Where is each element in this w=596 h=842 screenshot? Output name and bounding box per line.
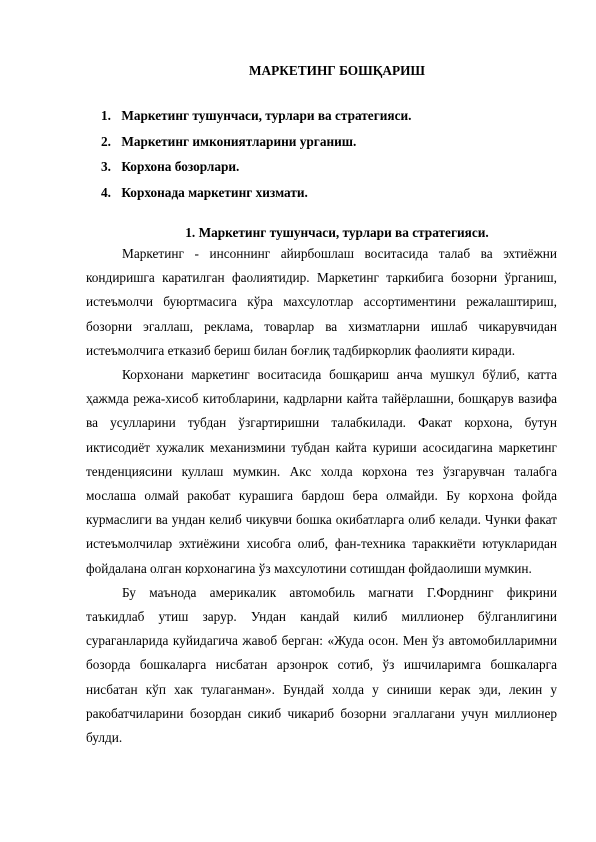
toc-item — [101, 129, 412, 155]
toc-item-number: 3. — [101, 159, 111, 174]
toc-item-number: 2. — [101, 133, 111, 149]
toc-item-text: Маркетинг имкониятларини урганиш. — [121, 133, 357, 149]
toc-item-text: Маркетинг тушунчаси, турлари ва стратегияси. — [121, 108, 412, 123]
toc-item-number: 1. — [101, 108, 111, 123]
paragraph: Маркетинг - инсоннинг айирбошлаш воситасида талаб ва эхтиёжни кондиришга каратилган фаолиятидир. Маркетинг таркибига бозорни ўрганиш, истеъмолчи буюртмасига кўра махсулотлар ассортиментини режалаштириш, бозорни эгаллаш, реклама, товарлар ва хизматларни ишлаб чикарувчидан истеъмолчига етказиб бериш билан боғлиқ тадбиркорлик фаолияти киради. — [86, 246, 557, 358]
toc-item-number: 4. — [101, 184, 111, 200]
table-of-contents — [101, 103, 412, 205]
section-heading: 1. Маркетинг тушунчаси, турлари ва стратегияси. — [185, 225, 489, 240]
toc-item — [101, 103, 412, 129]
document-title: МАРКЕТИНГ БОШҚАРИШ — [248, 63, 426, 78]
toc-item-text: Корхона бозорлари. — [121, 159, 240, 174]
body-text — [86, 242, 557, 750]
toc-item-text: Корхонада маркетинг хизмати. — [121, 184, 308, 200]
paragraph: Бу маънода америкалик автомобиль магнати Г.Форднинг фикрини таъкидлаб утиш зарур. Ундан кандай килиб миллионер бўлганлигини сураганларида куйидагича жавоб берган: «Жуда осон. Мен ўз автомобилларимни бозорда бошкаларга нисбатан арзонрок сотиб, ўз ишчиларимга бошкаларга нисбатан кўп хак тулаганман». Бундай холда у синиши керак эди, лекин у ракобатчиларини бозордан сикиб чикариб бозорни эгаллагани учун миллионер булди. — [86, 584, 557, 746]
toc-item — [101, 180, 412, 206]
toc-item — [101, 154, 412, 180]
paragraph: Корхонани маркетинг воситасида бошқариш анча мушкул бўлиб, катта ҳажмда режа-хисоб китобларини, кадрларни кайта тайёрлашни, бошқарув вазифа ва усулларини тубдан ўзгартиришни талабкилади. Факат корхона, бутун иктисодиёт хужалик механизмини тубдан кайта куриши асосидагина маркетинг тенденциясини куллаш мумкин. Акс холда корхона тез ўзгарувчан талабга мослаша олмай ракобат курашига бардош бера олмайди. Бу корхона фойда курмаслиги ва ундан келиб чикувчи бошка окибатларга олиб келади. Чунки факат истеъмолчилар эхтиёжини хисобга олиб, фан-техника тараккиёти ютукларидан фойдалана олган корхонагина ўз махсулотини сотишдан фойдаолиши мумкин. — [86, 367, 557, 576]
